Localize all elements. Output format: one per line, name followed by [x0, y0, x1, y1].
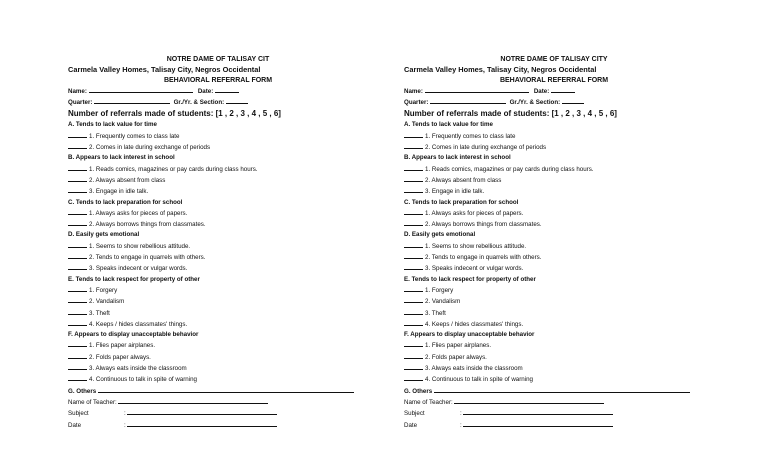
subject-label: Subject — [68, 410, 89, 418]
item-blank[interactable] — [404, 142, 423, 149]
grade-section-field[interactable] — [562, 97, 584, 104]
checklist-item — [404, 241, 704, 252]
school-address: Carmela Valley Homes, Talisay City, Negros Occidental — [68, 65, 261, 75]
others-field[interactable] — [98, 386, 354, 393]
item-label: 4. Keeps / hides classmates' things. — [89, 320, 188, 328]
referral-count: Number of referrals made of students: [1 , 2 , 3 , 4 , 5 , 6] — [68, 109, 281, 119]
checklist-item — [68, 208, 368, 219]
item-blank[interactable] — [404, 164, 423, 171]
item-blank[interactable] — [404, 319, 423, 326]
checklist-item — [68, 263, 368, 274]
item-blank[interactable] — [404, 340, 423, 347]
checklist-item — [404, 252, 704, 263]
grade-section-field[interactable] — [226, 97, 248, 104]
item-blank[interactable] — [68, 241, 87, 248]
item-blank[interactable] — [68, 164, 87, 171]
checklist-item — [68, 219, 368, 230]
checklist-item — [404, 175, 704, 186]
item-blank[interactable] — [404, 308, 423, 315]
quarter-section-row — [68, 97, 368, 108]
checklist-item — [68, 164, 368, 175]
checklist-item — [68, 296, 368, 307]
item-blank[interactable] — [68, 252, 87, 259]
item-blank[interactable] — [68, 340, 87, 347]
item-label: 2. Always absent from class — [425, 176, 502, 184]
referral-count: Number of referrals made of students: [1 , 2 , 3 , 4 , 5 , 6] — [404, 109, 617, 119]
section-heading: B. Appears to lack interest in school — [404, 154, 511, 162]
quarter-field[interactable] — [430, 97, 506, 104]
item-blank[interactable] — [404, 186, 423, 193]
section-heading: B. Appears to lack interest in school — [68, 154, 175, 162]
item-label: 2. Vandalism — [89, 298, 125, 306]
item-blank[interactable] — [68, 186, 87, 193]
item-label: 2. Always borrows things from classmates. — [425, 221, 542, 229]
checklist-item — [404, 285, 704, 296]
name-field[interactable] — [89, 86, 193, 93]
item-label: 2. Folds paper always. — [89, 353, 151, 361]
item-label: 2. Vandalism — [425, 298, 461, 306]
name-field[interactable] — [425, 86, 529, 93]
subject-label: Subject — [404, 410, 425, 418]
quarter-section-row — [404, 97, 704, 108]
checklist-item — [68, 186, 368, 197]
teacher-label: Name of Teacher: — [404, 398, 453, 406]
date-field[interactable] — [551, 86, 575, 93]
item-label: 2. Tends to engage in quarrels with others. — [89, 254, 206, 262]
item-label: 4. Keeps / hides classmates' things. — [425, 320, 524, 328]
name-date-row — [68, 86, 368, 97]
date-signoff-label: Date — [404, 421, 418, 429]
school-address: Carmela Valley Homes, Talisay City, Negros Occidental — [404, 65, 597, 75]
checklist-item — [404, 296, 704, 307]
date-signoff-field[interactable] — [463, 420, 613, 427]
item-blank[interactable] — [68, 296, 87, 303]
checklist-item — [404, 219, 704, 230]
section-heading: F. Appears to display unacceptable behavior — [68, 331, 199, 339]
item-label: 4. Continuous to talk in spite of warning — [425, 376, 534, 384]
referral-form — [404, 55, 704, 431]
checklist-item — [404, 374, 704, 385]
checklist-item — [68, 175, 368, 186]
quarter-field[interactable] — [94, 97, 170, 104]
others-label: G. Others — [68, 387, 97, 395]
grade-section-label: Gr./Yr. & Section: — [509, 99, 561, 107]
checklist-item — [404, 208, 704, 219]
form-title: BEHAVIORAL REFERRAL FORM — [163, 76, 273, 84]
item-label: 3. Always eats inside the classroom — [89, 365, 187, 373]
referral-form — [68, 55, 368, 431]
checklist-item — [404, 186, 704, 197]
item-label: 1. Frequently comes to class late — [425, 132, 516, 140]
date-signoff-label: Date — [68, 421, 82, 429]
item-blank[interactable] — [68, 352, 87, 359]
teacher-field[interactable] — [454, 397, 604, 404]
checklist-item — [68, 285, 368, 296]
teacher-field[interactable] — [118, 397, 268, 404]
item-blank[interactable] — [404, 208, 423, 215]
checklist-item — [404, 131, 704, 142]
section-heading: E. Tends to lack respect for property of other — [404, 275, 536, 283]
checklist-item — [404, 142, 704, 153]
item-blank[interactable] — [68, 263, 87, 270]
teacher-row — [68, 397, 368, 408]
subject-row: Subject : — [404, 408, 704, 419]
section-heading: A. Tends to lack value for time — [68, 121, 157, 129]
teacher-label: Name of Teacher: — [68, 398, 117, 406]
date-signoff-row: Date : — [404, 420, 704, 431]
item-label: 2. Comes in late during exchange of periods — [425, 144, 547, 152]
item-blank[interactable] — [404, 219, 423, 226]
subject-field[interactable] — [127, 408, 277, 415]
item-blank[interactable] — [68, 175, 87, 182]
item-label: 2. Always borrows things from classmates. — [89, 221, 206, 229]
checklist-item — [68, 352, 368, 363]
item-blank[interactable] — [404, 374, 423, 381]
section-heading: D. Easily gets emotional — [404, 231, 476, 239]
item-label: 1. Reads comics, magazines or pay cards during class hours. — [425, 165, 594, 173]
checklist-item — [68, 308, 368, 319]
date-field[interactable] — [215, 86, 239, 93]
checklist-item — [404, 308, 704, 319]
quarter-label: Quarter: — [404, 99, 429, 107]
checklist-item — [68, 241, 368, 252]
date-signoff-row: Date : — [68, 420, 368, 431]
item-blank[interactable] — [404, 252, 423, 259]
item-label: 1. Forgery — [89, 286, 118, 294]
name-label: Name: — [404, 87, 423, 95]
item-label: 3. Theft — [89, 309, 110, 317]
item-label: 3. Theft — [425, 309, 446, 317]
others-field[interactable] — [434, 386, 690, 393]
item-blank[interactable] — [404, 131, 423, 138]
item-label: 3. Engage in idle talk. — [89, 188, 149, 196]
grade-section-label: Gr./Yr. & Section: — [173, 99, 225, 107]
item-blank[interactable] — [68, 363, 87, 370]
item-label: 1. Frequently comes to class late — [89, 132, 180, 140]
item-label: 2. Folds paper always. — [425, 353, 487, 361]
item-label: 4. Continuous to talk in spite of warning — [89, 376, 198, 384]
school-name: NOTRE DAME OF TALISAY CITY — [500, 56, 608, 63]
checklist-item — [68, 131, 368, 142]
item-label: 1. Flies paper airplanes. — [89, 342, 156, 350]
item-label: 1. Forgery — [425, 286, 454, 294]
item-blank[interactable] — [68, 319, 87, 326]
item-blank[interactable] — [68, 285, 87, 292]
item-blank[interactable] — [68, 208, 87, 215]
others-row — [68, 386, 368, 397]
subject-row: Subject : — [68, 408, 368, 419]
date-label: Date: — [197, 87, 214, 95]
form-title: BEHAVIORAL REFERRAL FORM — [499, 76, 609, 84]
section-heading: E. Tends to lack respect for property of other — [68, 275, 200, 283]
item-blank[interactable] — [68, 219, 87, 226]
subject-field[interactable] — [463, 408, 613, 415]
checklist-item — [68, 252, 368, 263]
item-label: 1. Always asks for pieces of papers. — [89, 209, 188, 217]
item-blank[interactable] — [404, 285, 423, 292]
item-blank[interactable] — [404, 363, 423, 370]
section-heading: C. Tends to lack preparation for school — [404, 198, 519, 206]
name-date-row — [404, 86, 704, 97]
checklist-item — [404, 263, 704, 274]
item-label: 2. Always absent from class — [89, 176, 166, 184]
date-signoff-field[interactable] — [127, 420, 277, 427]
item-label: 1. Always asks for pieces of papers. — [425, 209, 524, 217]
item-blank[interactable] — [404, 352, 423, 359]
checklist-item — [404, 319, 704, 330]
item-label: 1. Flies paper airplanes. — [425, 342, 492, 350]
teacher-row — [404, 397, 704, 408]
item-blank[interactable] — [404, 296, 423, 303]
item-blank[interactable] — [68, 308, 87, 315]
item-blank[interactable] — [68, 131, 87, 138]
section-heading: F. Appears to display unacceptable behavior — [404, 331, 535, 339]
checklist-item — [404, 363, 704, 374]
item-blank[interactable] — [404, 175, 423, 182]
item-label: 2. Tends to engage in quarrels with others. — [425, 254, 542, 262]
item-blank[interactable] — [68, 374, 87, 381]
item-label: 3. Speaks indecent or vulgar words. — [89, 265, 188, 273]
item-label: 3. Engage in idle talk. — [425, 188, 485, 196]
checklist-item — [68, 363, 368, 374]
checklist-item — [68, 319, 368, 330]
item-label: 1. Seems to show rebellious attitude. — [89, 242, 191, 250]
item-blank[interactable] — [404, 241, 423, 248]
section-heading: D. Easily gets emotional — [68, 231, 140, 239]
checklist-item — [404, 352, 704, 363]
name-label: Name: — [68, 87, 87, 95]
checklist-item — [68, 374, 368, 385]
others-label: G. Others — [404, 387, 433, 395]
item-label: 3. Always eats inside the classroom — [425, 365, 523, 373]
item-label: 1. Reads comics, magazines or pay cards during class hours. — [89, 165, 258, 173]
item-label: 1. Seems to show rebellious attitude. — [425, 242, 527, 250]
others-row — [404, 386, 704, 397]
item-label: 3. Speaks indecent or vulgar words. — [425, 265, 524, 273]
checklist-item — [404, 164, 704, 175]
quarter-label: Quarter: — [68, 99, 93, 107]
checklist-item — [68, 340, 368, 351]
checklist-item — [68, 142, 368, 153]
date-label: Date: — [533, 87, 550, 95]
section-heading: C. Tends to lack preparation for school — [68, 198, 183, 206]
item-label: 2. Comes in late during exchange of periods — [89, 144, 211, 152]
checklist-item — [404, 340, 704, 351]
item-blank[interactable] — [68, 142, 87, 149]
item-blank[interactable] — [404, 263, 423, 270]
section-heading: A. Tends to lack value for time — [404, 121, 493, 129]
school-name: NOTRE DAME OF TALISAY CIT — [166, 56, 270, 63]
